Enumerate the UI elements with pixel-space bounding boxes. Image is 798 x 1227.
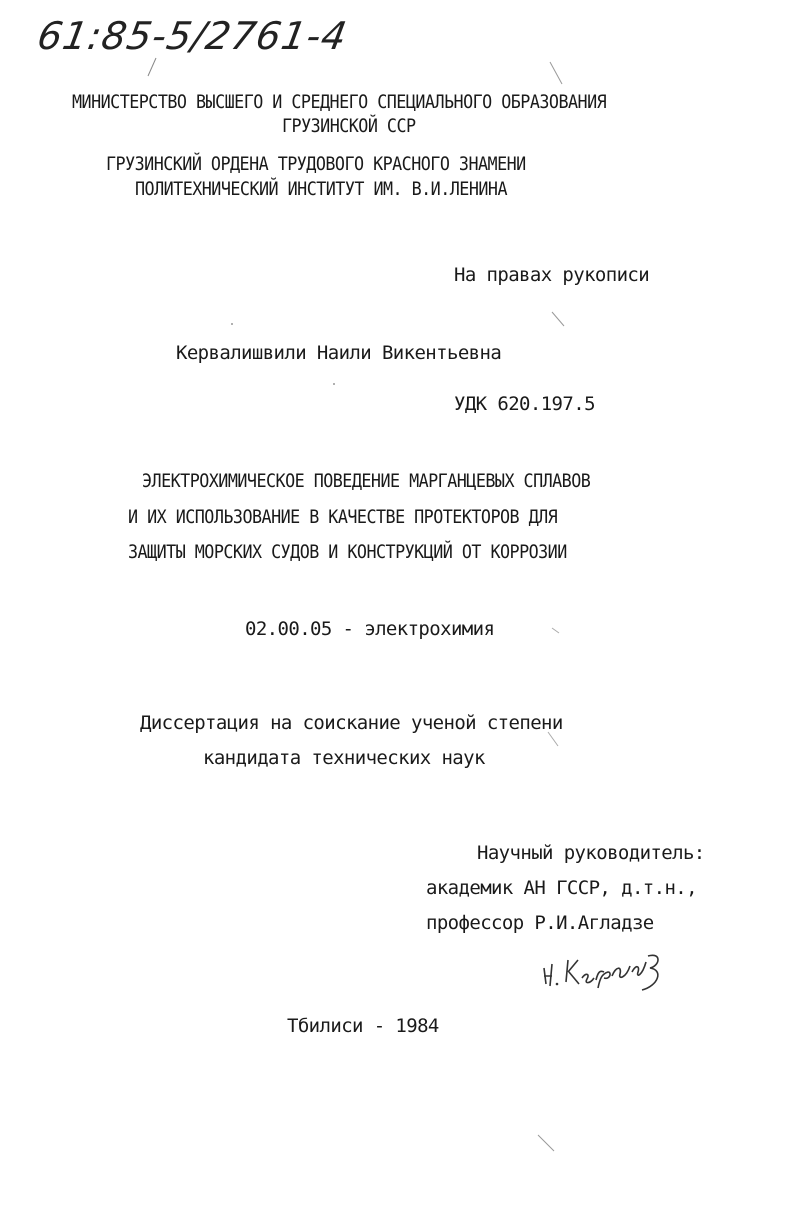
archive-number: 61:85-5/2761-4 [34, 14, 351, 58]
title-line-1: ЭЛЕКТРОХИМИЧЕСКОЕ ПОВЕДЕНИЕ МАРГАНЦЕВЫХ СПЛАВОВ [142, 470, 591, 492]
title-line-2: И ИХ ИСПОЛЬЗОВАНИЕ В КАЧЕСТВЕ ПРОТЕКТОРОВ ДЛЯ [128, 506, 558, 528]
title-line-3: ЗАЩИТЫ МОРСКИХ СУДОВ И КОНСТРУКЦИЙ ОТ КОРРОЗИИ [128, 541, 567, 563]
degree-line-2: кандидата технических наук [203, 747, 485, 769]
stray-mark [550, 310, 570, 330]
supervisor-title: академик АН ГССР, д.т.н., [426, 877, 697, 899]
supervisor-name: профессор Р.И.Агладзе [426, 912, 654, 934]
ministry-line-2: ГРУЗИНСКОЙ ССР [282, 115, 416, 137]
udk-code: УДК 620.197.5 [454, 393, 595, 415]
institute-line-1: ГРУЗИНСКИЙ ОРДЕНА ТРУДОВОГО КРАСНОГО ЗНАМЕНИ [106, 153, 526, 175]
speck [332, 382, 336, 386]
degree-line-1: Диссертация на соискание ученой степени [140, 712, 563, 734]
author-name: Кервалишвили Наили Викентьевна [176, 342, 502, 364]
specialty: 02.00.05 - электрохимия [245, 618, 495, 640]
stray-mark [548, 60, 568, 90]
institute-line-2: ПОЛИТЕХНИЧЕСКИЙ ИНСТИТУТ ИМ. В.И.ЛЕНИНА [135, 178, 508, 200]
stray-mark [550, 626, 562, 636]
stray-mark [146, 56, 158, 80]
handwritten-signature [538, 936, 668, 996]
supervisor-label: Научный руководитель: [477, 842, 705, 864]
stray-mark [546, 730, 562, 750]
stray-mark [536, 1133, 558, 1155]
manuscript-rights: На правах рукописи [454, 264, 650, 286]
place-year: Тбилиси - 1984 [287, 1015, 439, 1037]
speck [230, 322, 234, 326]
ministry-line-1: МИНИСТЕРСТВО ВЫСШЕГО И СРЕДНЕГО СПЕЦИАЛЬНОГО ОБРАЗОВАНИЯ [72, 91, 607, 113]
